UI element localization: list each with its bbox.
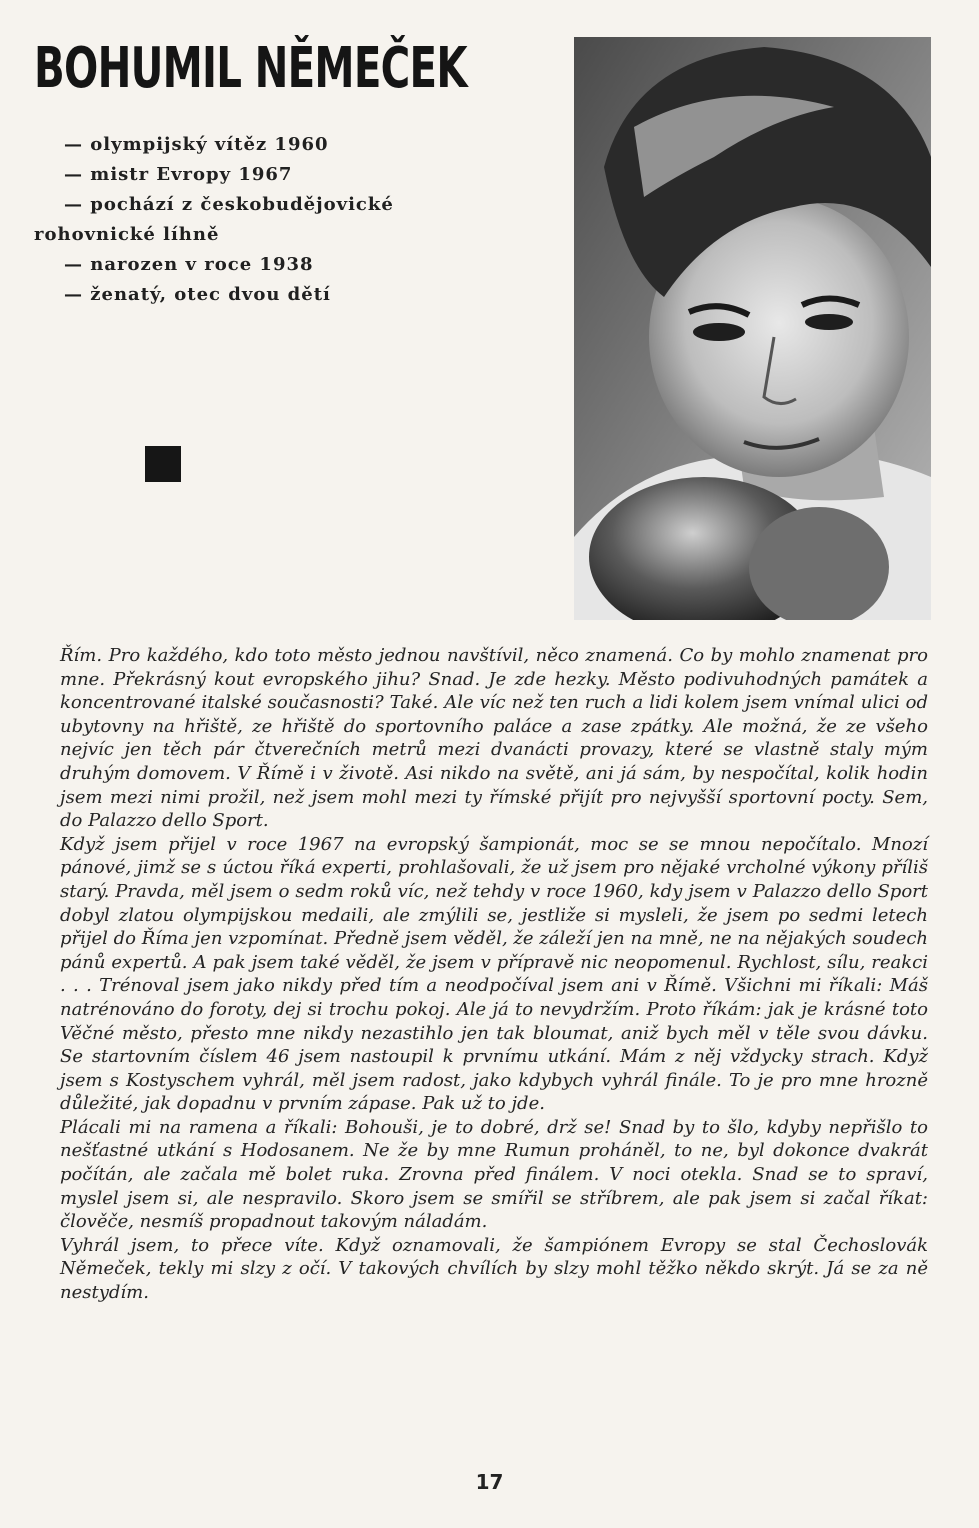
article-paragraph: Vyhrál jsem, to přece víte. Když oznamovali, že šampiónem Evropy se stal Čechoslovák Němeček, tekly mi slzy z očí. V takových chvílích by slzy mohl těžko někdo skrýt. Já se za ně nestydím. bbox=[60, 1234, 928, 1304]
fact-item: — olympijský vítěz 1960 bbox=[64, 134, 329, 155]
article-paragraph: Když jsem přijel v roce 1967 na evropský šampionát, moc se se mnou nepočítalo. Mnozí pánové, jimž se s úctou říká experti, prohlašovali, že už jsem pro nějaké vrcholné výkony příliš starý. Pravda, měl jsem o sedm roků víc, než tehdy v roce 1960, kdy jsem v Palazzo dello Sport dobyl zlatou olympijskou medaili, ale zmýlili se, jestliže si mysleli, že jsem po sedmi letech přijel do Říma jen vzpomínat. Předně jsem věděl, že záleží jen na mně, ne na nějakých soudech pánů expertů. A pak jsem také věděl, že jsem v přípravě nic neopomenul. Rychlost, sílu, reakci . . . Trénoval jsem jako nikdy před tím a neodpočíval jsem ani v Římě. Všichni mi říkali: Máš natrénováno do foroty, dej si trochu pokoj. Ale já to nevydržím. Proto říkám: jak je krásné toto Věčné město, přesto mne nikdy nezastihlo jen tak bloumat, aniž bych měl v těle svou dávku. Se startovním číslem 46 jsem nastoupil k prvnímu utkání. Mám z něj vždycky strach. Když jsem s Kostyschem vyhrál, měl jsem radost, jako kdybych vyhrál finále. To je pro mne hrozně důležité, jak dopadnu v prvním zápase. Pak už to jde. bbox=[60, 833, 928, 1115]
fact-item: — ženatý, otec dvou dětí bbox=[64, 284, 331, 305]
black-square-ornament bbox=[145, 446, 181, 482]
page-title: BOHUMIL NĚMEČEK bbox=[34, 36, 467, 101]
fact-item: — pochází z českobudějovické bbox=[64, 194, 394, 215]
fact-item: — mistr Evropy 1967 bbox=[64, 164, 293, 185]
fact-item: rohovnické líhně bbox=[34, 224, 220, 245]
page-number: 17 bbox=[475, 1470, 504, 1494]
article-paragraph: Plácali mi na ramena a říkali: Bohouši, je to dobré, drž se! Snad by to šlo, kdyby nepřišlo to nešťastné utkání s Hodosanem. Ne že by mne Rumun proháněl, to ne, byl dokonce dvakrát počítán, ale začala mě bolet ruka. Zrovna před finálem. V noci otekla. Snad se to spraví, myslel jsem si, ale nespravilo. Skoro jsem se smířil se stříbrem, ale pak jsem si začal říkat: člověče, nesmíš propadnout takovým náladám. bbox=[60, 1116, 928, 1233]
boxer-portrait-photo bbox=[574, 37, 931, 620]
article-paragraph: Řím. Pro každého, kdo toto město jednou navštívil, něco znamená. Co by mohlo znamenat pro mne. Překrásný kout evropského jihu? Snad. Je zde hezky. Město podivuhodných památek a koncentrované italské současnosti? Také. Ale víc než ten ruch a lidi kolem jsem vnímal ulici od ubytovny na hřiště, ze hřiště do sportovního paláce a zase zpátky. Ale možná, že ze všeho nejvíc jen těch pár čtverečních metrů mezi dvanácti provazy, které se vlastně staly mým druhým domovem. V Římě i v životě. Asi nikdo na světě, ani já sám, by nespočítal, kolik hodin jsem mezi nimi prožil, než jsem mohl mezi ty římské přijít pro nejvyšší sportovní pocty. Sem, do Palazzo dello Sport. bbox=[60, 645, 928, 832]
fact-list bbox=[34, 130, 554, 310]
article-body bbox=[60, 644, 928, 1305]
fact-item: — narozen v roce 1938 bbox=[64, 254, 314, 275]
